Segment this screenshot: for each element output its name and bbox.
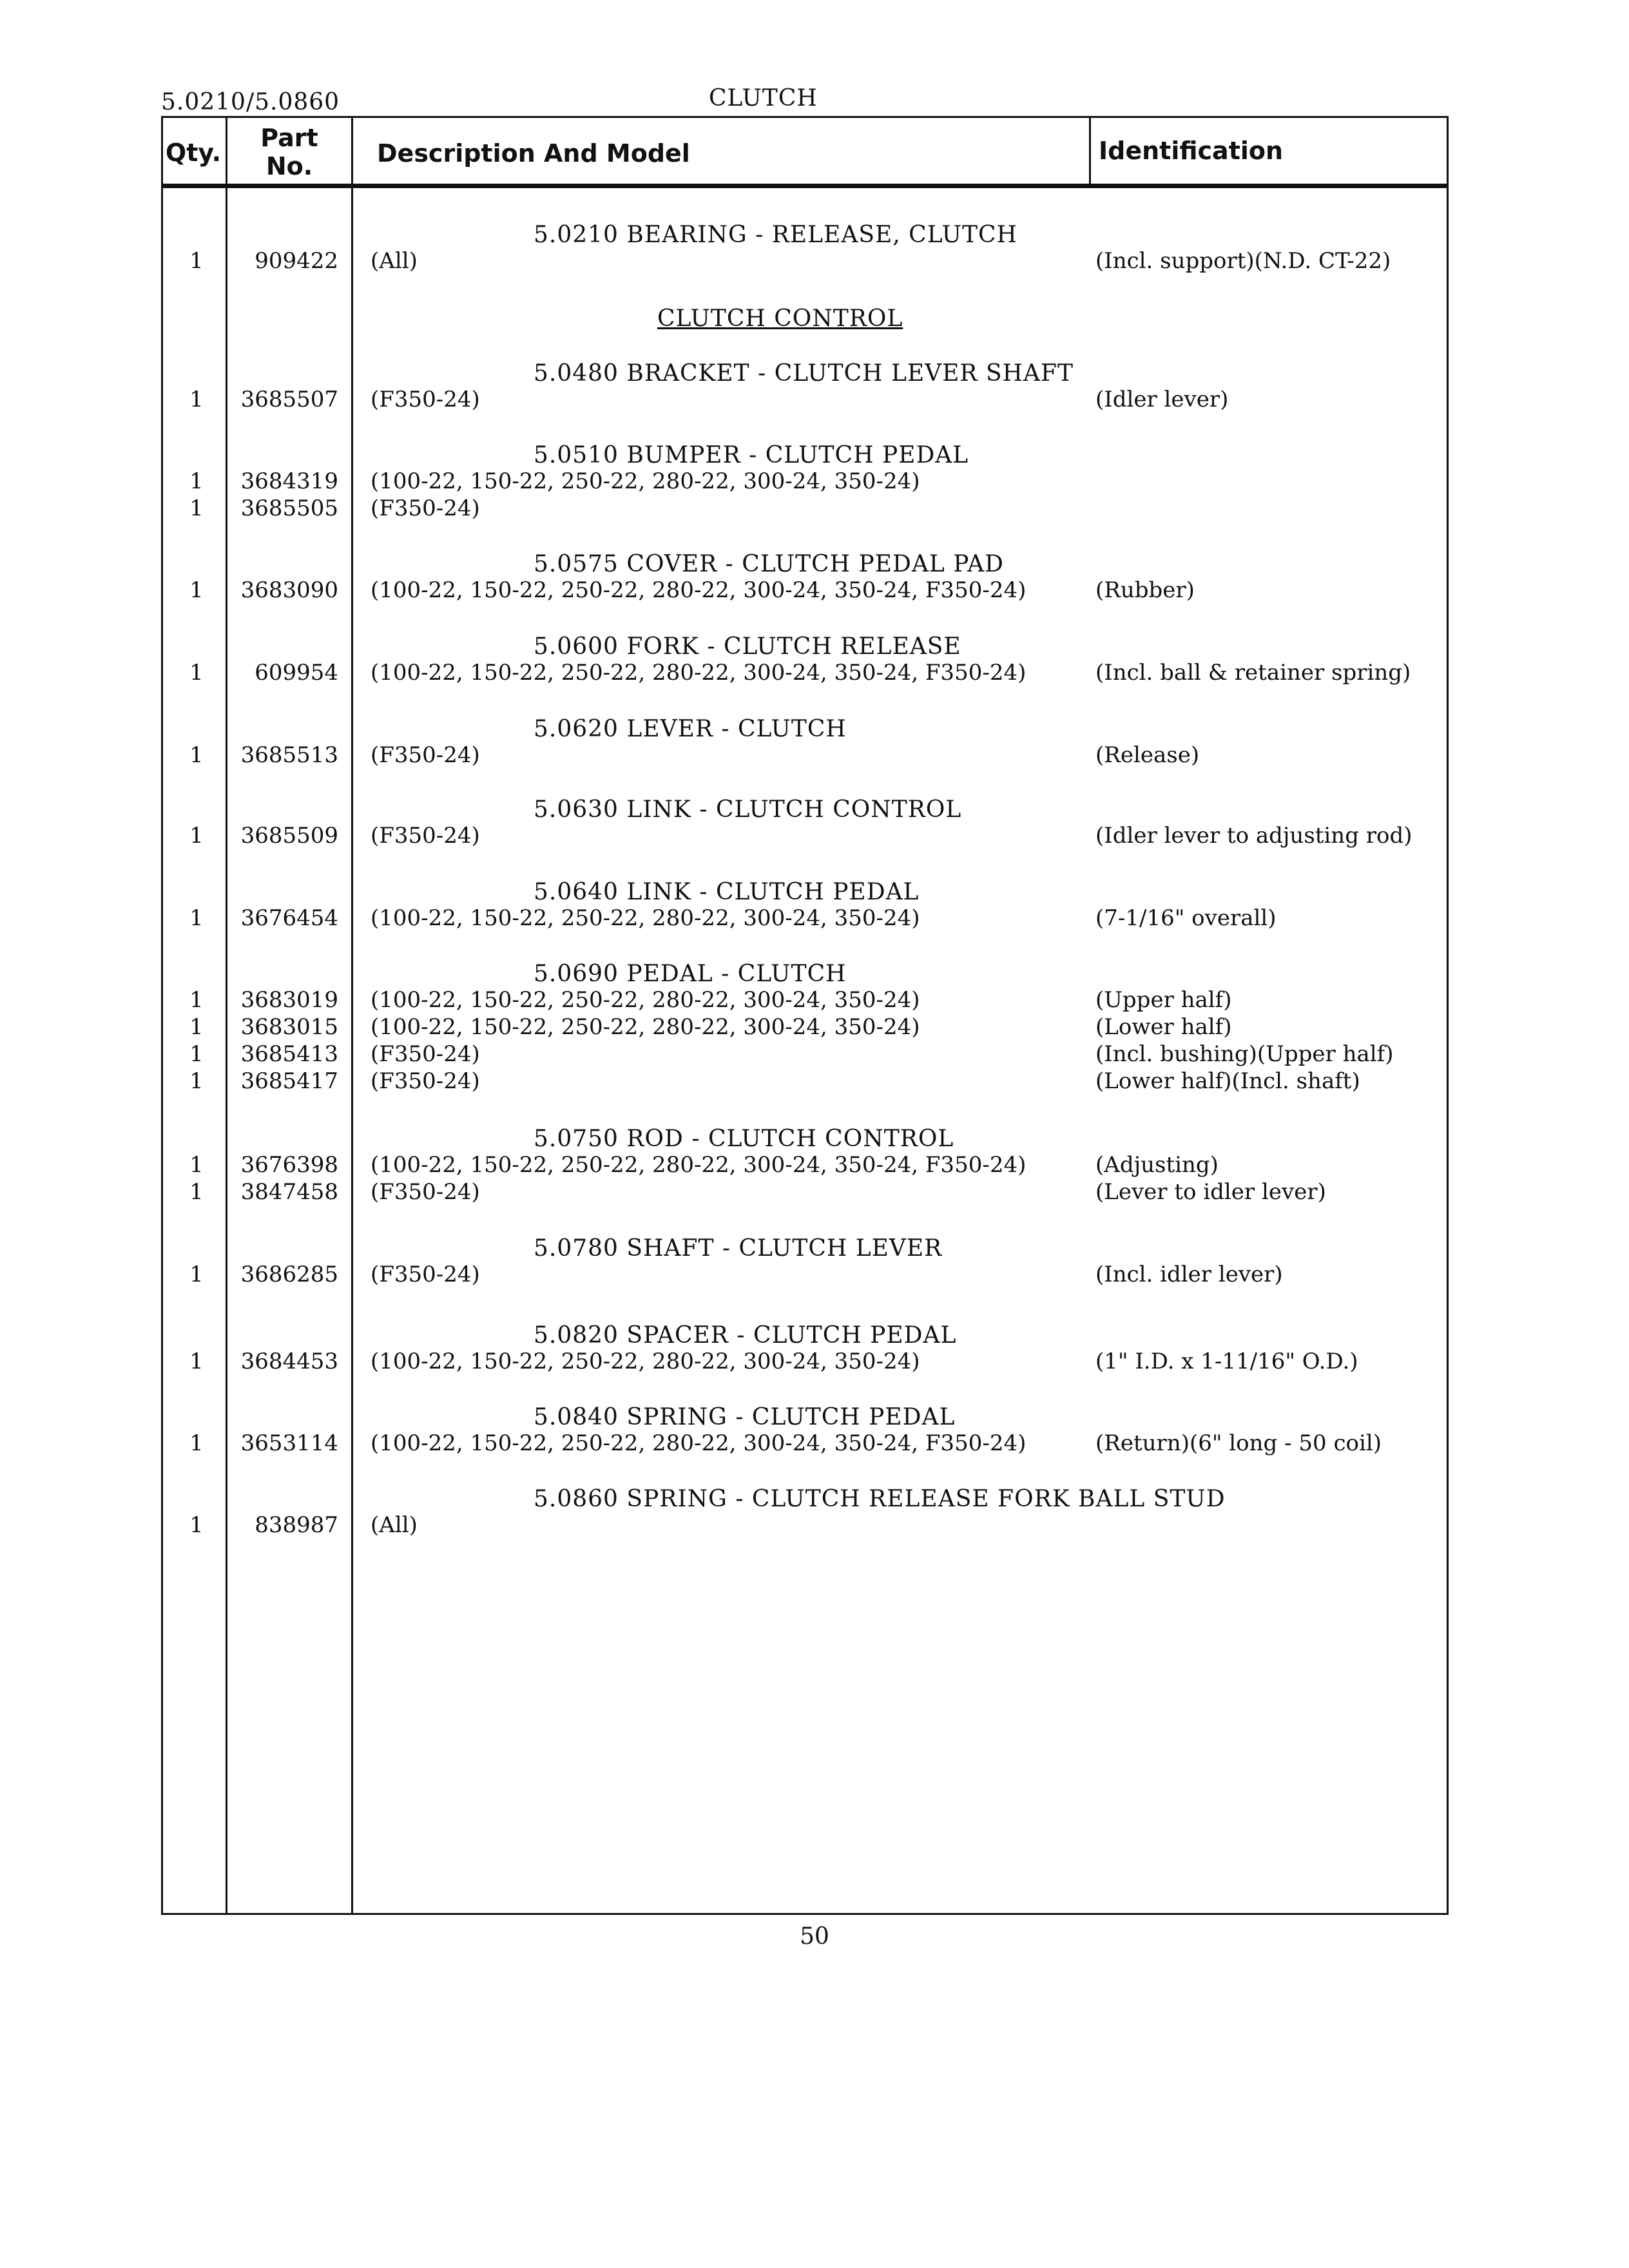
- header-rule: [161, 184, 1449, 188]
- model-cell: (F350-24): [371, 1262, 480, 1287]
- part-number-cell: 3683015: [240, 1014, 338, 1040]
- section-title: 5.0840 SPRING - CLUTCH PEDAL: [534, 1404, 956, 1430]
- identification-cell: (Incl. idler lever): [1095, 1262, 1283, 1287]
- qty-cell: 1: [189, 742, 204, 768]
- qty-cell: 1: [189, 823, 204, 849]
- table-row: [0, 1068, 1629, 1094]
- qty-cell: 1: [189, 1349, 204, 1374]
- model-cell: (100-22, 150-22, 250-22, 280-22, 300-24, 350-24, F350-24): [371, 660, 1027, 686]
- table-row: [0, 1179, 1629, 1205]
- part-number-cell: 3676398: [240, 1152, 338, 1178]
- qty-cell: 1: [189, 387, 204, 412]
- section-title: 5.0620 LEVER - CLUTCH: [534, 716, 847, 742]
- part-number-cell: 3676454: [240, 905, 338, 931]
- identification-cell: (Release): [1095, 742, 1200, 768]
- model-cell: (F350-24): [371, 1179, 480, 1205]
- part-number-cell: 609954: [255, 660, 338, 686]
- part-number-cell: 838987: [255, 1512, 338, 1538]
- part-number-cell: 3686285: [240, 1262, 338, 1287]
- table-row: [0, 1041, 1629, 1067]
- column-header-part: [227, 124, 351, 180]
- identification-cell: (Incl. support)(N.D. CT-22): [1095, 248, 1391, 274]
- qty-cell: 1: [189, 1430, 204, 1456]
- table-row: [0, 1262, 1629, 1287]
- section-title: 5.0210 BEARING - RELEASE, CLUTCH: [534, 222, 1017, 248]
- qty-cell: 1: [189, 1179, 204, 1205]
- part-number-cell: 3684319: [240, 468, 338, 494]
- part-number-cell: 3685505: [240, 495, 338, 521]
- section-title: 5.0780 SHAFT - CLUTCH LEVER: [534, 1235, 943, 1262]
- identification-cell: (1" I.D. x 1-11/16" O.D.): [1095, 1349, 1358, 1374]
- model-cell: (100-22, 150-22, 250-22, 280-22, 300-24, 350-24): [371, 905, 920, 931]
- identification-cell: (Rubber): [1095, 577, 1195, 603]
- page-number: 50: [800, 1923, 829, 1950]
- section-title: 5.0640 LINK - CLUTCH PEDAL: [534, 879, 920, 905]
- qty-cell: 1: [189, 1512, 204, 1538]
- model-cell: (100-22, 150-22, 250-22, 280-22, 300-24, 350-24, F350-24): [371, 1152, 1027, 1178]
- part-number-cell: 3685417: [240, 1068, 338, 1094]
- qty-cell: 1: [189, 1041, 204, 1067]
- section-title: 5.0600 FORK - CLUTCH RELEASE: [534, 633, 961, 660]
- part-number-cell: 3685413: [240, 1041, 338, 1067]
- table-row: [0, 1512, 1629, 1538]
- section-code-range: 5.0210/5.0860: [161, 89, 340, 115]
- section-title: 5.0630 LINK - CLUTCH CONTROL: [534, 796, 962, 823]
- model-cell: (100-22, 150-22, 250-22, 280-22, 300-24, 350-24): [371, 1349, 920, 1374]
- model-cell: (F350-24): [371, 1068, 480, 1094]
- qty-cell: 1: [189, 577, 204, 603]
- section-title: 5.0575 COVER - CLUTCH PEDAL PAD: [534, 551, 1004, 577]
- section-title: 5.0480 BRACKET - CLUTCH LEVER SHAFT: [534, 360, 1074, 387]
- model-cell: (All): [371, 1512, 418, 1538]
- table-row: [0, 905, 1629, 931]
- model-cell: (100-22, 150-22, 250-22, 280-22, 300-24, 350-24, F350-24): [371, 577, 1027, 603]
- table-row: [0, 468, 1629, 494]
- part-number-cell: 3685507: [240, 387, 338, 412]
- table-row: [0, 1152, 1629, 1178]
- divider-desc: [1089, 116, 1091, 186]
- column-header-qty: Qty.: [165, 139, 222, 167]
- model-cell: (All): [371, 248, 418, 274]
- identification-cell: (Adjusting): [1095, 1152, 1219, 1178]
- qty-cell: 1: [189, 248, 204, 274]
- identification-cell: (Idler lever to adjusting rod): [1095, 823, 1412, 849]
- section-title: 5.0690 PEDAL - CLUTCH: [534, 961, 847, 987]
- part-number-cell: 3653114: [240, 1430, 338, 1456]
- table-row: [0, 1430, 1629, 1456]
- table-row: [0, 495, 1629, 521]
- identification-cell: (Idler lever): [1095, 387, 1229, 412]
- part-number-cell: 3685513: [240, 742, 338, 768]
- part-number-cell: 3683019: [240, 987, 338, 1013]
- qty-cell: 1: [189, 905, 204, 931]
- identification-cell: (7-1/16" overall): [1095, 905, 1277, 931]
- qty-cell: 1: [189, 468, 204, 494]
- table-row: [0, 577, 1629, 603]
- table-row: [0, 742, 1629, 768]
- table-row: [0, 987, 1629, 1013]
- column-header-part-line2: No.: [265, 152, 313, 180]
- column-header-part-line1: Part: [260, 124, 318, 152]
- table-row: [0, 660, 1629, 686]
- section-title: 5.0820 SPACER - CLUTCH PEDAL: [534, 1322, 957, 1349]
- part-number-cell: 3683090: [240, 577, 338, 603]
- page-title: CLUTCH: [709, 85, 818, 111]
- qty-cell: 1: [189, 987, 204, 1013]
- qty-cell: 1: [189, 660, 204, 686]
- qty-cell: 1: [189, 495, 204, 521]
- model-cell: (F350-24): [371, 742, 480, 768]
- model-cell: (F350-24): [371, 387, 480, 412]
- table-row: [0, 823, 1629, 849]
- identification-cell: (Upper half): [1095, 987, 1232, 1013]
- identification-cell: (Lower half): [1095, 1014, 1232, 1040]
- model-cell: (100-22, 150-22, 250-22, 280-22, 300-24, 350-24): [371, 468, 920, 494]
- qty-cell: 1: [189, 1262, 204, 1287]
- part-number-cell: 3684453: [240, 1349, 338, 1374]
- qty-cell: 1: [189, 1152, 204, 1178]
- model-cell: (F350-24): [371, 1041, 480, 1067]
- part-number-cell: 3685509: [240, 823, 338, 849]
- identification-cell: (Lever to idler lever): [1095, 1179, 1326, 1205]
- column-header-identification: Identification: [1099, 137, 1284, 165]
- identification-cell: (Return)(6" long - 50 coil): [1095, 1430, 1382, 1456]
- part-number-cell: 909422: [255, 248, 338, 274]
- identification-cell: (Incl. bushing)(Upper half): [1095, 1041, 1394, 1067]
- table-row: [0, 1014, 1629, 1040]
- model-cell: (100-22, 150-22, 250-22, 280-22, 300-24, 350-24, F350-24): [371, 1430, 1027, 1456]
- section-title: CLUTCH CONTROL: [657, 305, 903, 332]
- identification-cell: (Incl. ball & retainer spring): [1095, 660, 1411, 686]
- column-header-description: Description And Model: [377, 139, 690, 168]
- table-row: [0, 387, 1629, 412]
- qty-cell: 1: [189, 1068, 204, 1094]
- section-title: 5.0510 BUMPER - CLUTCH PEDAL: [534, 442, 969, 468]
- qty-cell: 1: [189, 1014, 204, 1040]
- table-row: [0, 1349, 1629, 1374]
- model-cell: (100-22, 150-22, 250-22, 280-22, 300-24, 350-24): [371, 987, 920, 1013]
- section-title: 5.0750 ROD - CLUTCH CONTROL: [534, 1126, 954, 1152]
- section-title: 5.0860 SPRING - CLUTCH RELEASE FORK BALL STUD: [534, 1486, 1226, 1512]
- model-cell: (100-22, 150-22, 250-22, 280-22, 300-24, 350-24): [371, 1014, 920, 1040]
- model-cell: (F350-24): [371, 495, 480, 521]
- part-number-cell: 3847458: [240, 1179, 338, 1205]
- model-cell: (F350-24): [371, 823, 480, 849]
- identification-cell: (Lower half)(Incl. shaft): [1095, 1068, 1360, 1094]
- table-row: [0, 248, 1629, 274]
